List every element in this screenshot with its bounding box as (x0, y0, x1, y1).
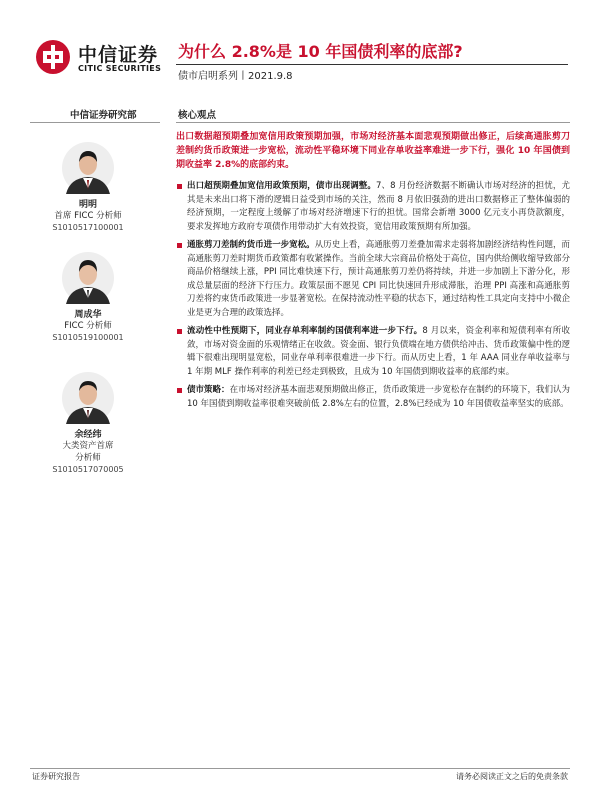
report-subtitle: 债市启明系列丨2021.9.8 (178, 71, 293, 82)
analyst-card (38, 372, 138, 474)
research-dept-label: 中信证券研究部 (70, 110, 137, 121)
analyst-role: 大类资产首席 (62, 441, 114, 451)
analyst-card (38, 142, 138, 232)
citic-logo (34, 38, 164, 78)
analyst-card (38, 252, 138, 342)
left-section-divider (30, 122, 160, 123)
bullet-lead: 流动性中性预期下，同业存单利率制约国债利率进一步下行。 (187, 326, 423, 336)
right-section-divider (176, 122, 570, 123)
footer-report-type: 证券研究报告 (32, 772, 80, 781)
report-header (0, 0, 600, 92)
list-item (176, 180, 570, 234)
footer-divider (30, 768, 570, 769)
bullet-text: 在市场对经济基本面悲观预期做出修正，货币政策进一步宽松存在制约的环境下，我们认为 10 年国债到期收益率很难突破前低 2.8%左右的位置，2.8%已经成为 10 年国债收益率坚实的底部。 (187, 385, 570, 409)
analyst-name: 明明 (78, 200, 97, 210)
analyst-name: 余经纬 (74, 430, 102, 440)
bullet-text: 7、8 月份经济数据不断确认市场对经济的担忧，尤其是未来出口将下滑的逻辑日益受到市场的关注，然而 8 月依旧强劲的进出口数据修正了整体偏弱的经济预期，一定程度上缓解了市场对经济增速下行的担忧。国常会新增 3000 亿元支小再贷款额度，要求发挥地方政府专项债作用带动扩大有效投资，宽信用政策预期有所加强。 (187, 181, 570, 232)
title-divider (176, 64, 568, 65)
bullet-lead: 出口超预期叠加宽信用政策预期，债市出现调整。 (187, 181, 376, 191)
analyst-license-id: S1010517070005 (52, 465, 124, 474)
list-item (176, 239, 570, 320)
logo-cn-text: 中信证券 (78, 44, 159, 66)
bullet-square-icon (177, 243, 182, 248)
bullet-lead: 通胀剪刀差制约货币进一步宽松。 (187, 240, 315, 250)
key-points-list (176, 180, 570, 416)
analyst-role: 首席 FICC 分析师 (54, 211, 122, 221)
analyst-license-id: S1010517100001 (52, 223, 124, 232)
analyst-role: FICC 分析师 (64, 321, 112, 331)
bullet-square-icon (177, 388, 182, 393)
logo-en-text: CITIC SECURITIES (78, 64, 162, 73)
analyst-photo-icon (62, 142, 114, 194)
footer-disclaimer: 请务必阅读正文之后的免责条款 (456, 772, 568, 781)
analyst-license-id: S1010519100001 (52, 333, 124, 342)
analyst-role-line2: 分析师 (75, 453, 101, 463)
analyst-name: 周成华 (74, 310, 102, 320)
bullet-square-icon (177, 184, 182, 189)
bullet-square-icon (177, 329, 182, 334)
core-summary: 出口数据超预期叠加宽信用政策预期加强，市场对经济基本面悲观预期做出修正，后续高通胀剪刀差制约货币政策进一步宽松，流动性平稳环境下同业存单收益率难进一步下行，强化 10 年国债到期收益率 2.8%的底部约束。 (176, 132, 570, 170)
analyst-photo-icon (62, 252, 114, 304)
citic-logo-mark-icon (34, 38, 72, 76)
core-views-label: 核心观点 (178, 110, 217, 121)
bullet-lead: 债市策略： (187, 385, 230, 395)
bullet-text: 8 月以来，资金利率和短债利率有所收敛，市场对资金面的乐观情绪正在收敛。资金面、银行负债端在地方债供给冲击、货币政策偏中性的逻辑下很难出现明显宽松，同业存单利率很难进一步下行。而从历史上看，1 年 AAA 同业存单收益率与 1 年期 MLF 操作利率的利差已经走到极致，且成为 10 年国债到期收益率的底部约束。 (187, 326, 570, 377)
report-title: 为什么 2.8%是 10 年国债利率的底部? (178, 42, 463, 61)
list-item (176, 384, 570, 411)
list-item (176, 325, 570, 379)
bullet-text: 从历史上看，高通胀剪刀差叠加需求走弱将加剧经济结构性问题，而高通胀剪刀差时期货币政策都有收紧操作。当前全球大宗商品价格处于高位，国内供给侧收缩导致部分商品价格继续上涨，PPI 同比难快速下行，预计高通胀剪刀差仍将持续，并进一步加剧上下游分化，形成总量层面的经济下行压力。政策层面不愿见 CPI 同比快速回升形成滞胀，治理 PPI 高涨和高通胀剪刀差将约束货币政策进一步显著宽松。在保持流动性平稳的状态下，通过结构性工具定向支持中小微企业是更为合理的政策选择。 (187, 240, 570, 318)
analyst-photo-icon (62, 372, 114, 424)
